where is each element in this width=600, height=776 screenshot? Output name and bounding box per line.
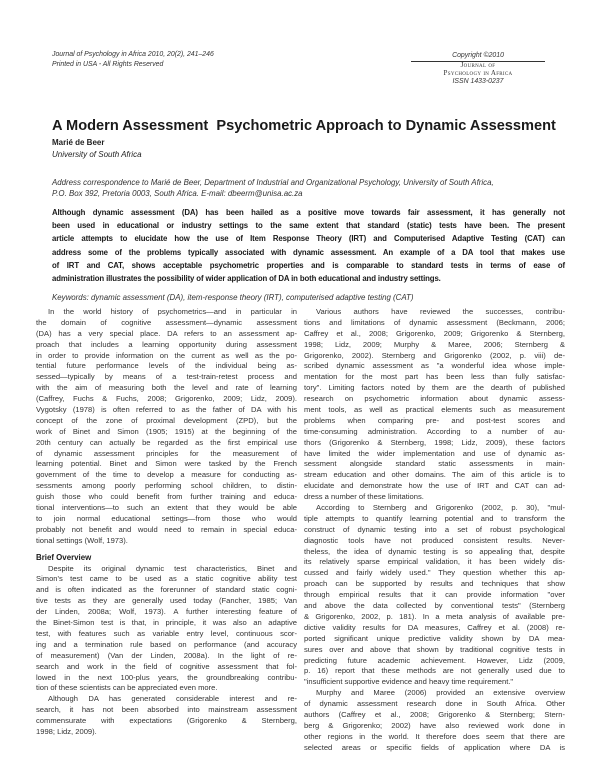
journal-citation: Journal of Psychology in Africa 2010, 20(2), 241–246 (52, 51, 214, 58)
text-line: dictive validity results for DA measures, Caffrey et al. (2008) re- (304, 622, 565, 632)
text-line: ment tools, as well as practical elements such as measurement (304, 405, 565, 415)
text-line: der Linden, 2008a; Wolf, 1973). A further interesting feature of (36, 607, 297, 617)
text-line: According to Sternberg and Grigorenko (2002, p. 30), "mul- (316, 503, 565, 513)
text-line: Although DA has generated considerable interest and re- (48, 694, 297, 704)
text-line: sessments among poorly performing school children, to distin- (36, 481, 297, 491)
text-line: Caffrey et al., 2008; Grigorenko, 2009; Grigorenko & Sternberg, (304, 328, 565, 338)
copyright-notice: Copyright ©2010 (411, 52, 545, 62)
abstract (52, 206, 565, 285)
text-line: commensurate with expectations (Grigorenko & Sternberg, (36, 716, 297, 726)
address-line: P.O. Box 392, Pretoria 0003, South Africa. E-mail: dbeerm@unisa.ac.za (52, 189, 303, 198)
text-line: mentation for the most part has been less than fully satisfac- (304, 372, 565, 382)
address-line: Address correspondence to Marié de Beer, Department of Industrial and Organizational Psychology, University of South Africa, (52, 178, 494, 187)
text-line: concept of the zone of proximal development (ZPD), but the (36, 415, 297, 425)
paper-title: A Modern Assessment Psychometric Approach to Dynamic Assessment (52, 118, 556, 134)
text-line: ing and a termination rule based on performance (and accuracy (36, 639, 297, 649)
paragraph (36, 694, 297, 738)
author-affiliation: University of South Africa (52, 150, 142, 159)
text-line: guish those who could benefit from further training and educa- (36, 492, 297, 502)
abstract-line: of IRT and CAT, shows acceptable psychometric properties and is comparable to standard tests in terms of ease of (52, 260, 565, 270)
issn: ISSN 1433-0237 (452, 78, 504, 85)
keywords: Keywords: dynamic assessment (DA), item-response theory (IRT), computerised adaptive testing (CAT) (52, 293, 414, 302)
text-line: time-consuming administration. According to a number of au- (304, 426, 565, 436)
text-line: search and work in the field of cognitive assessment that fol- (36, 661, 297, 671)
text-line: Grigorenko, 2002). Sternberg and Grigorenko (2002, p. viii) de- (304, 350, 565, 360)
text-line: In the world history of psychometrics—and in particular in (48, 307, 297, 316)
text-line: Vygotsky (1978) is often referred to as the father of DA with his (36, 405, 297, 415)
text-line: "insufficient supportive evidence and heavy time requirement." (304, 677, 514, 687)
text-line: in order to provide information on the current as well as the po- (36, 350, 297, 360)
text-line: cussed and fairly widely used." They question whether this ap- (304, 568, 565, 578)
journal-name-line-2: Psychology in Africa (443, 68, 513, 77)
text-line: (Caffrey, Fuchs & Fuchs, 2008; Grigorenko, 2009; Lidz, 2009). (36, 394, 297, 404)
correspondence-address (52, 177, 572, 199)
text-line: tential future performance levels of the individual being as- (36, 361, 297, 371)
text-line: with the aim of measuring both the level and rate of learning (36, 383, 297, 393)
text-line: sessment alongside standard static assessments in main- (304, 459, 565, 469)
text-line: & Grigorenko, 2002, p. 181). In a meta analysis of available pre- (304, 611, 565, 621)
text-line: lowed in the next 100-plus years, the groundbreaking contribu- (36, 672, 297, 682)
text-line: other regions in the world. It therefore does seem that there are (304, 731, 565, 741)
abstract-line: article attempts to elucidate how the use of Item Response Theory (IRT) and Computerised Adaptive Testing (CAT) can (52, 234, 565, 244)
text-line: the Binet-Simon test is that, in principle, it was also an adaptive (36, 618, 297, 628)
text-line: its relatively sparse empirical validation, it has been widely dis- (304, 557, 565, 567)
text-line: ported significant unique predictive validity shown by DA mea- (304, 633, 565, 643)
text-line: dress a number of these limitations. (304, 492, 424, 502)
text-line: 1998; Lidz, 2009; Murphy & Maree, 2006; Sternberg & (304, 339, 565, 349)
body-column-left (36, 307, 297, 738)
text-line: authors (Caffrey et al., 2008; Grigorenko & Sternberg; Stern- (304, 709, 565, 719)
text-line: tory". Limiting factors noted by them are the dearth of published (304, 383, 565, 393)
abstract-line: been used in educational or industry settings to the same extent that standard (static) tests have been. The present (52, 221, 565, 231)
text-line: of dynamic assessment research done in South Africa. Other (304, 699, 565, 709)
text-line: thors (Grigorenko & Sternberg, 1998; Lidz, 2009), these factors (304, 437, 565, 447)
text-line: tional settings (Wolf, 1973). (36, 535, 128, 545)
author-name: Marié de Beer (52, 138, 105, 147)
text-line: research on psychometric information about dynamic assess- (304, 394, 565, 404)
text-line: Murphy and Maree (2006) provided an extensive overview (316, 688, 565, 698)
text-line: stream education and other domains. The aim of this article is to (304, 470, 565, 480)
copyright-block (411, 52, 545, 86)
paragraph (304, 688, 565, 753)
text-line: Various authors have reviewed the successes, contribu- (316, 307, 565, 316)
text-line: scribed dynamic assessment as "a wonderful idea whose imple- (304, 361, 565, 371)
paragraph (36, 307, 297, 547)
text-line: 20th century can actually be regarded as the first empirical use (36, 437, 297, 447)
text-line: berg & Grigorenko; 2002) have also reviewed work done in (304, 720, 565, 730)
text-line: test, with features such as variable entry level, continuous scor- (36, 628, 297, 638)
rights-notice: Printed in USA - All Rights Reserved (52, 61, 164, 68)
paragraph (304, 503, 565, 688)
abstract-line: Although dynamic assessment (DA) has been hailed as a positive move towards fair assessment, it has generally not (52, 208, 565, 217)
text-line: elucidate and demonstrate how the use of IRT and CAT can ad- (304, 481, 565, 491)
text-line: predicting future academic achievement. However, Lidz (2009, (304, 655, 565, 665)
text-line: learning potential. Binet and Simon were tasked by the French (36, 459, 297, 469)
abstract-line: administration illustrates the possibility of wider application of DA in both educational and industry settings. (52, 273, 441, 283)
text-line: work of Binet and Simon (1905; 1915) at the beginning of the (36, 426, 297, 436)
text-line: sessed—typically by means of a test-train-retest process and (36, 372, 297, 382)
text-line: sures over and above that shown by traditional cognitive tests in (304, 644, 565, 654)
text-line: search, it has not been absorbed into mainstream assessment (36, 705, 297, 715)
journal-name-line-1: Journal of (460, 61, 496, 69)
text-line: construct of dynamic testing into a set of robust psychological (304, 524, 565, 534)
text-line: p. 16) report that these methods are not generally used due to (304, 666, 565, 676)
text-line: government of the time to develop a measure for conducting as- (36, 470, 297, 480)
text-line: tions and limitations of dynamic assessment (Beckmann, 2006; (304, 317, 565, 327)
text-line: through empirical results that it can provide information "over (304, 590, 565, 600)
text-line: tion of these scientists can be appreciated even more. (36, 683, 218, 693)
text-line: to join normal educational settings—from those who would (36, 513, 297, 523)
text-line: selected areas or specific fields of application where DA is (304, 742, 565, 752)
text-line: Despite its original dynamic test characteristics, Binet and (48, 563, 297, 573)
paragraph (304, 307, 565, 503)
text-line: of dynamic assessment principles for the measurement of (36, 448, 297, 458)
text-line: of measurement) (Van der Linden, 2008a). In the light of re- (36, 650, 297, 660)
text-line: tiple attempts to quantify learning potential and to transform the (304, 513, 565, 523)
text-line: tional interventions—to such an extent that they would be able (36, 503, 297, 513)
paragraph (36, 564, 297, 695)
abstract-line: address some of the problems typically associated with dynamic assessment. An example of a DA tool that makes use (52, 247, 565, 257)
text-line: proach can be supported by results and techniques that show (304, 579, 565, 589)
text-line: theless, the idea of dynamic testing is so appealing that, despite (304, 546, 565, 556)
text-line: have limited the wider implementation and use of dynamic as- (304, 448, 565, 458)
text-line: problems when comparing pre- and post-test scores and (304, 415, 565, 425)
text-line: tive tests as they are generally used today (Fancher, 1985; Van (36, 596, 297, 606)
text-line: diagnostic tools have not produced consistent results. Never- (304, 535, 565, 545)
text-line: 1998; Lidz, 2009). (36, 726, 97, 736)
text-line: the domain of cognitive assessment—dynamic assessment (36, 317, 297, 327)
body-column-right (304, 307, 565, 754)
running-header (52, 50, 214, 70)
text-line: Simon's test came to be used as a static cognitive ability test (36, 574, 297, 584)
section-heading: Brief Overview (36, 552, 92, 562)
text-line: proach that includes a learning opportunity during assessment (36, 339, 297, 349)
text-line: (DA) has a very special place. DA refers to an assessment ap- (36, 328, 297, 338)
text-line: and above the data collected by conventional tests" (Sternberg (304, 601, 565, 611)
text-line: probably not benefit and would need to remain in special educa- (36, 524, 297, 534)
text-line: and is often indicated as the forerunner of standard static cogni- (36, 585, 297, 595)
